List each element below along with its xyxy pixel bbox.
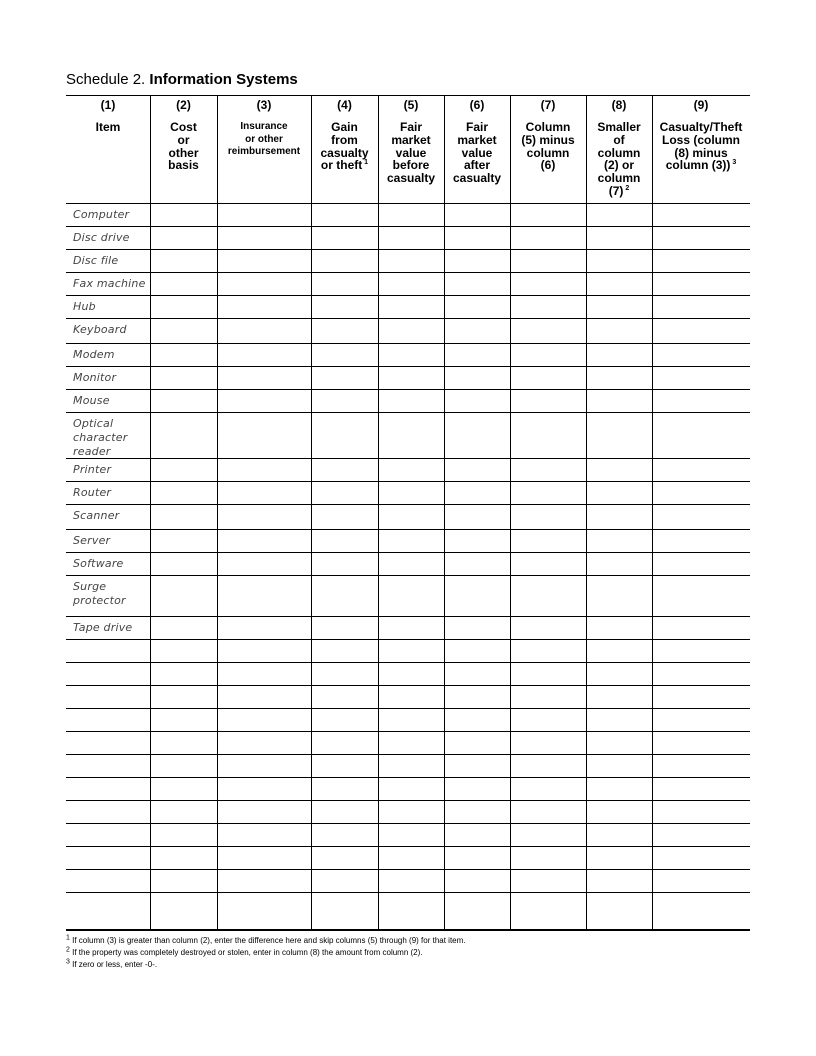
footnote-1: $^1$ If column (3) is greater than column (2), enter the difference here and skip columns (5) through (9) for that item. — [66, 934, 466, 945]
row-rule — [66, 504, 750, 505]
column-divider — [510, 95, 511, 929]
column-number: (6) — [469, 98, 485, 112]
item-label: Modem — [73, 348, 115, 361]
row-rule — [66, 529, 750, 530]
column-divider — [217, 95, 218, 929]
column-number: (5) — [403, 98, 419, 112]
column-header: Insurance or other reimbursement — [227, 121, 301, 157]
column-header: Item — [95, 120, 121, 134]
row-rule — [66, 616, 750, 617]
row-rule — [66, 846, 750, 847]
column-number: (4) — [337, 98, 352, 112]
item-label: Scanner — [73, 509, 120, 522]
row-rule — [66, 366, 750, 367]
item-label: Fax machine — [73, 277, 146, 290]
row-rule — [66, 318, 750, 319]
row-rule — [66, 295, 750, 296]
row-rule — [66, 869, 750, 870]
column-divider — [311, 95, 312, 929]
row-rule — [66, 892, 750, 893]
item-label: Tape drive — [73, 621, 133, 634]
item-label: Optical character reader — [73, 417, 128, 458]
schedule-title — [66, 71, 298, 88]
column-number: (9) — [693, 98, 709, 112]
item-label: Mouse — [73, 394, 110, 407]
row-rule — [66, 552, 750, 553]
column-divider — [652, 95, 653, 929]
item-label: Monitor — [73, 371, 117, 384]
column-divider — [586, 95, 587, 929]
item-label: Surge protector — [73, 580, 126, 607]
row-rule — [66, 639, 750, 640]
footnote-3: $^3$ If zero or less, enter -0-. — [66, 958, 158, 969]
item-label: Server — [73, 534, 111, 547]
item-label: Printer — [73, 463, 112, 476]
row-rule — [66, 777, 750, 778]
column-header: Cost or other basis — [168, 120, 199, 173]
item-label: Hub — [73, 300, 96, 313]
header-rule — [66, 95, 750, 96]
row-rule — [66, 823, 750, 824]
schedule-name: Information Systems — [149, 71, 298, 88]
column-number: (3) — [256, 98, 272, 112]
column-number: (1) — [100, 98, 116, 112]
row-rule — [66, 731, 750, 732]
schedule-prefix: Schedule 2. — [66, 71, 146, 88]
row-rule — [66, 575, 750, 576]
column-header: Smaller of column (2) or column (7) $^2$ — [597, 120, 641, 198]
item-label: Router — [73, 486, 112, 499]
column-number: (7) — [540, 98, 556, 112]
row-rule — [66, 458, 750, 459]
row-rule — [66, 226, 750, 227]
footnote-2: $^2$ If the property was completely destroyed or stolen, enter in column (8) the amount from column (2). — [66, 946, 423, 957]
column-number: (2) — [176, 98, 191, 112]
row-rule — [66, 708, 750, 709]
row-rule — [66, 662, 750, 663]
column-header: Fair market value before casualty — [386, 120, 436, 186]
item-label: Disc drive — [73, 231, 130, 244]
column-number: (8) — [611, 98, 627, 112]
row-rule — [66, 343, 750, 344]
footnotes — [66, 935, 466, 971]
column-header: Casualty/Theft Loss (column (8) minus column (3)) $^3$ — [659, 120, 743, 173]
column-divider — [378, 95, 379, 929]
column-divider — [444, 95, 445, 929]
item-label: Computer — [73, 208, 130, 221]
column-header: Column (5) minus column (6) — [521, 120, 575, 173]
row-rule — [66, 685, 750, 686]
row-rule — [66, 203, 750, 204]
column-header: Fair market value after casualty — [452, 120, 502, 186]
item-label: Software — [73, 557, 124, 570]
row-rule — [66, 481, 750, 482]
column-divider — [150, 95, 151, 929]
row-rule — [66, 272, 750, 273]
row-rule — [66, 412, 750, 413]
row-rule — [66, 800, 750, 801]
item-label: Keyboard — [73, 323, 127, 336]
row-rule — [66, 249, 750, 250]
item-label: Disc file — [73, 254, 119, 267]
row-rule — [66, 389, 750, 390]
column-header: Gain from casualty or theft $^1$ — [320, 120, 369, 173]
bottom-rule — [66, 929, 750, 931]
row-rule — [66, 754, 750, 755]
